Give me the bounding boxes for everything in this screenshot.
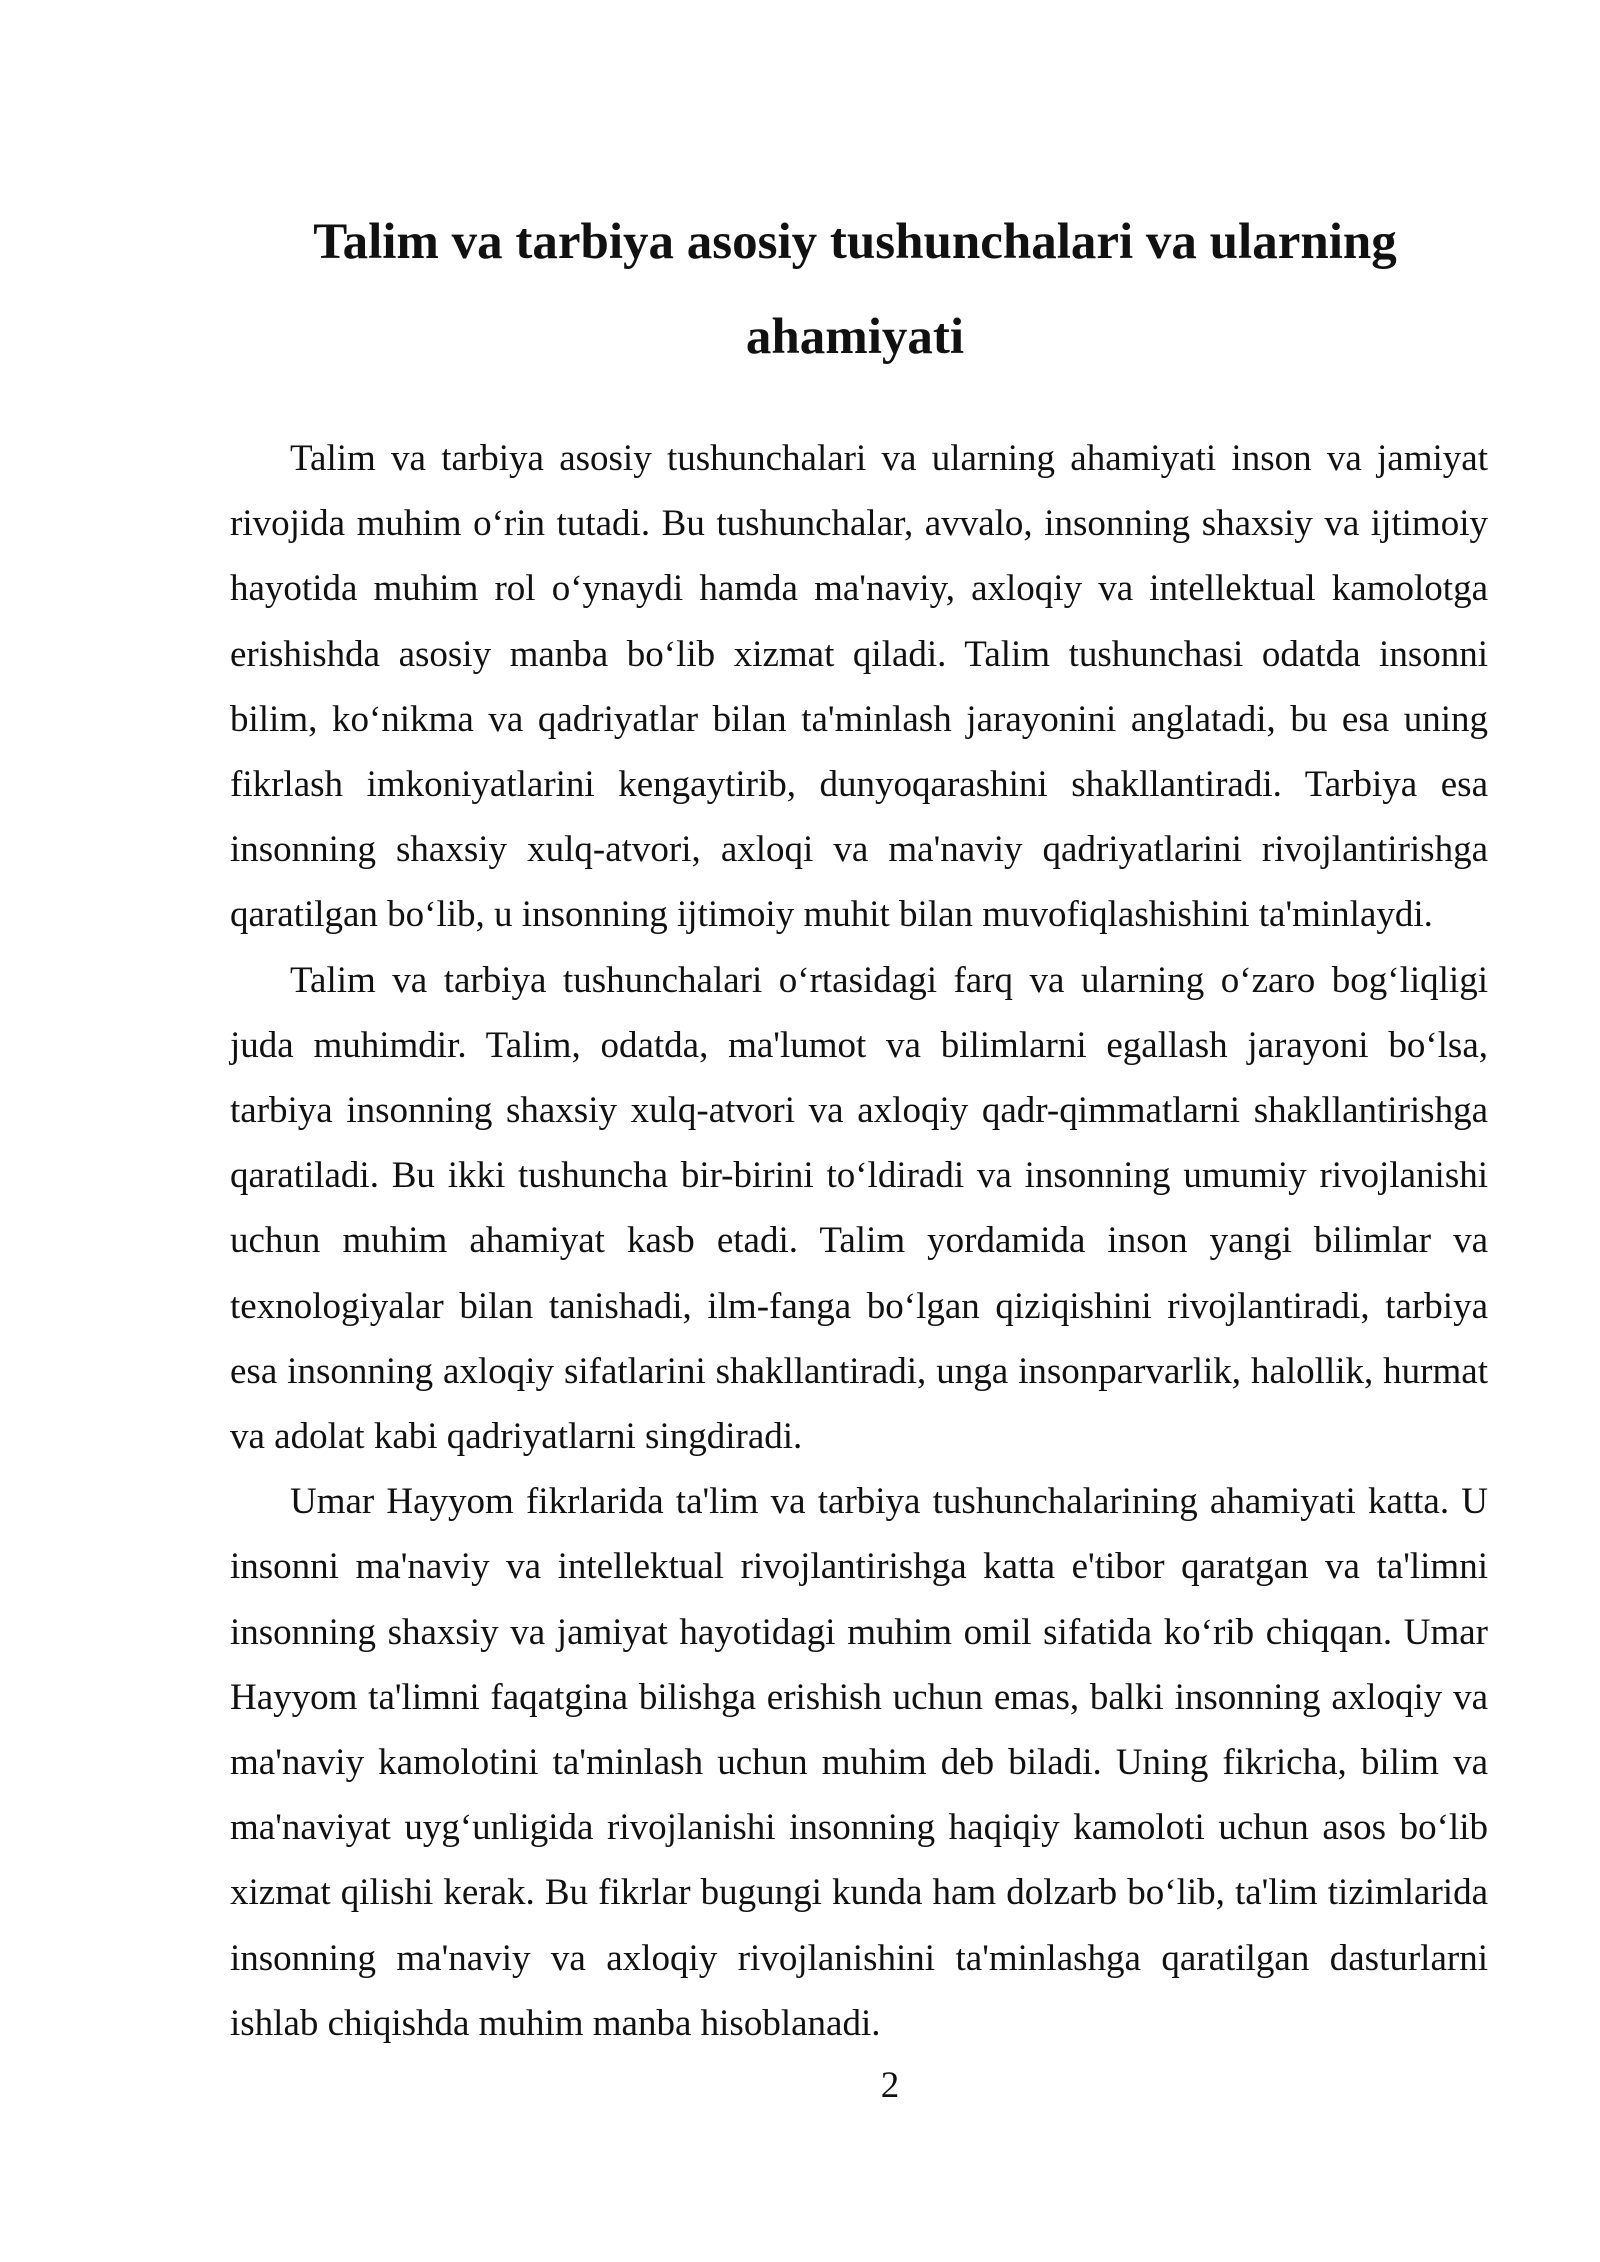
paragraph-3: Umar Hayyom fikrlarida ta'lim va tarbiya tushunchalarining ahamiyati katta. U insonni ma'naviy va intellektual rivojlantirishga katta e'tibor qaratgan va ta'limni insonning shaxsiy va jamiyat hayotidagi muhim omil sifatida ko‘rib chiqqan. Umar Hayyom ta'limni faqatgina bilishga erishish uchun emas, balki insonning axloqiy va ma'naviy kamolotini ta'minlash uchun muhim deb biladi. Uning fikricha, bilim va ma'naviyat uyg‘unligida rivojlanishi insonning haqiqiy kamoloti uchun asos bo‘lib xizmat qilishi kerak. Bu fikrlar bugungi kunda ham dolzarb bo‘lib, ta'lim tizimlarida insonning ma'naviy va axloqiy rivojlanishini ta'minlashga qaratilgan dasturlarni ishlab chiqishda muhim manba hisoblanadi.	[230, 1481, 1488, 2044]
paragraph-2: Talim va tarbiya tushunchalari o‘rtasidagi farq va ularning o‘zaro bog‘liqligi juda muhimdir. Talim, odatda, ma'lumot va bilimlarni egallash jarayoni bo‘lsa, tarbiya insonning shaxsiy xulq-atvori va axloqiy qadr-qimmatlarni shakllantirishga qaratiladi. Bu ikki tushuncha bir-birini to‘ldiradi va insonning umumiy rivojlanishi uchun muhim ahamiyat kasb etadi. Talim yordamida inson yangi bilimlar va texnologiyalar bilan tanishadi, ilm-fanga bo‘lgan qiziqishini rivojlantiradi, tarbiya esa insonning axloqiy sifatlarini shakllantiradi, unga insonparvarlik, halollik, hurmat va adolat kabi qadriyatlarni singdiradi.	[230, 959, 1488, 1458]
page-title: Talim va tarbiya asosiy tushunchalari va ularning ahamiyati	[313, 214, 1397, 365]
paragraph-1: Talim va tarbiya asosiy tushunchalari va ularning ahamiyati inson va jamiyat rivojida muhim o‘rin tutadi. Bu tushunchalar, avvalo, insonning shaxsiy va ijtimoiy hayotida muhim rol o‘ynaydi hamda ma'naviy, axloqiy va intellektual kamolotga erishishda asosiy manba bo‘lib xizmat qiladi. Talim tushunchasi odatda insonni bilim, ko‘nikma va qadriyatlar bilan ta'minlash jarayonini anglatadi, bu esa uning fikrlash imkoniyatlarini kengaytirib, dunyoqarashini shakllantiradi. Tarbiya esa insonning shaxsiy xulq-atvori, axloqi va ma'naviy qadriyatlarini rivojlantirishga qaratilgan bo‘lib, u insonning ijtimoiy muhit bilan muvofiqlashishini ta'minlaydi.	[230, 438, 1488, 936]
page-number: 2	[880, 2065, 900, 2106]
body-text	[230, 426, 1488, 2056]
